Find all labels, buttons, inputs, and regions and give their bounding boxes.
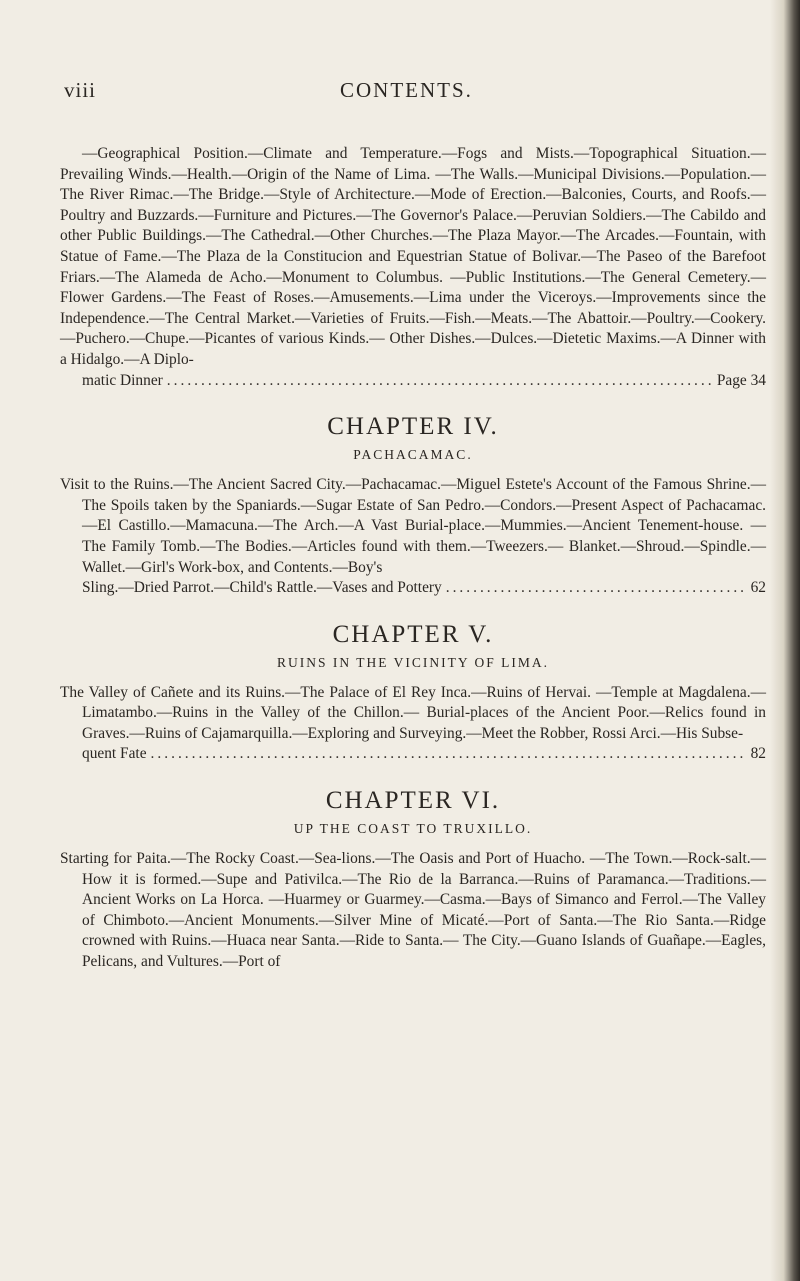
chapter-subtitle: PACHACAMAC. (353, 447, 473, 463)
chapter-page-ref: 62 (750, 579, 766, 597)
chapter-summary: Visit to the Ruins.—The Ancient Sacred City.—Pachacamac.—Miguel Estete's Account of the Famous Shrine.—The Spoils taken by the Spaniards.—Sugar Estate of San Pedro.—Condors.—Present Aspect of Pachacamac.—El Castillo.—Mamacuna.—The Arch.—A Vast Burial-place.—Mummies.—Ancient Tenement-house. —The Family Tomb.—The Bodies.—Articles found with them.—Tweezers.— Blanket.—Shroud.—Spindle.—Wallet.—Girl's Work-box, and Contents.—Boy's (60, 476, 766, 576)
running-head: CONTENTS. (340, 78, 473, 102)
chapter-last-line: quent Fate (82, 745, 147, 763)
chapter-page-ref: 82 (750, 745, 766, 763)
chapter-leader-row (60, 578, 766, 599)
chapter-summary: Starting for Paita.—The Rocky Coast.—Sea-lions.—The Oasis and Port of Huacho. —The Town.—Rock-salt.—How it is formed.—Supe and Pativilca.—The Rio de la Barranca.—Ruins of Paramanca.—Traditions.—Ancient Works on La Horca. —Huarmey or Guarmey.—Casma.—Bays of Simanco and Ferrol.—The Valley of Chimboto.—Ancient Monuments.—Silver Mine of Micaté.—Port of Santa.—The Rio Santa.—Ridge crowned with Ruins.—Huaca near Santa.—Ride to Santa.— The City.—Guano Islands of Guañape.—Eagles, Pelicans, and Vultures.—Port of (60, 850, 766, 971)
chapter-heading: CHAPTER V. (332, 620, 494, 648)
chapter-leader-row (60, 744, 766, 765)
dot-leader (446, 578, 747, 599)
chapter-subtitle: RUINS IN THE VICINITY OF LIMA. (277, 654, 549, 670)
chapter-heading: CHAPTER IV. (327, 413, 499, 441)
dot-leader (167, 371, 713, 392)
chapter-summary: The Valley of Cañete and its Ruins.—The Palace of El Rey Inca.—Ruins of Hervai. —Temple at Magdalena.—Limatambo.—Ruins in the Valley of the Chillon.— Burial-places of the Ancient Poor.—Relics found in Graves.—Ruins of Cajamarquilla.—Exploring and Surveying.—Meet the Robber, Rossi Arci.—His Subse- (60, 683, 766, 742)
contents-body (60, 144, 766, 973)
chapter-last-line: Sling.—Dried Parrot.—Child's Rattle.—Vases and Pottery (82, 579, 442, 597)
chapter-heading: CHAPTER VI. (325, 787, 501, 815)
intro-last-line: matic Dinner (82, 371, 163, 389)
page-number: viii (64, 78, 97, 102)
intro-page-ref: Page 34 (716, 371, 766, 389)
page-edge-shadow (770, 0, 800, 1281)
chapter-subtitle: UP THE COAST TO TRUXILLO. (293, 821, 533, 837)
intro-leader-row (60, 371, 766, 392)
intro-paragraph: —Geographical Position.—Climate and Temperature.—Fogs and Mists.—Topographical Situation.—Prevailing Winds.—Health.—Origin of the Name of Lima. —The Walls.—Municipal Divisions.—Population.—The River Rimac.—The Bridge.—Style of Architecture.—Mode of Erection.—Balconies, Courts, and Roofs.—Poultry and Buzzards.—Furniture and Pictures.—The Governor's Palace.—Peruvian Soldiers.—The Cabildo and other Public Buildings.—The Cathedral.—Other Churches.—The Plaza Mayor.—The Arcades.—Fountain, with Statue of Fame.—The Plaza de la Constitucion and Equestrian Statue of Bolivar.—The Paseo of the Barefoot Friars.—The Alameda de Acho.—Monument to Columbus. —Public Institutions.—The General Cemetery.—Flower Gardens.—The Feast of Roses.—Amusements.—Lima under the Viceroys.—Improvements since the Independence.—The Central Market.—Varieties of Fruits.—Fish.—Meats.—The Abattoir.—Poultry.—Cookery.—Puchero.—Chupe.—Picantes of various Kinds.— Other Dishes.—Dulces.—Dietetic Maxims.—A Dinner with a Hidalgo.—A Diplo- (60, 145, 766, 368)
page-header (0, 78, 800, 108)
dot-leader (151, 744, 747, 765)
